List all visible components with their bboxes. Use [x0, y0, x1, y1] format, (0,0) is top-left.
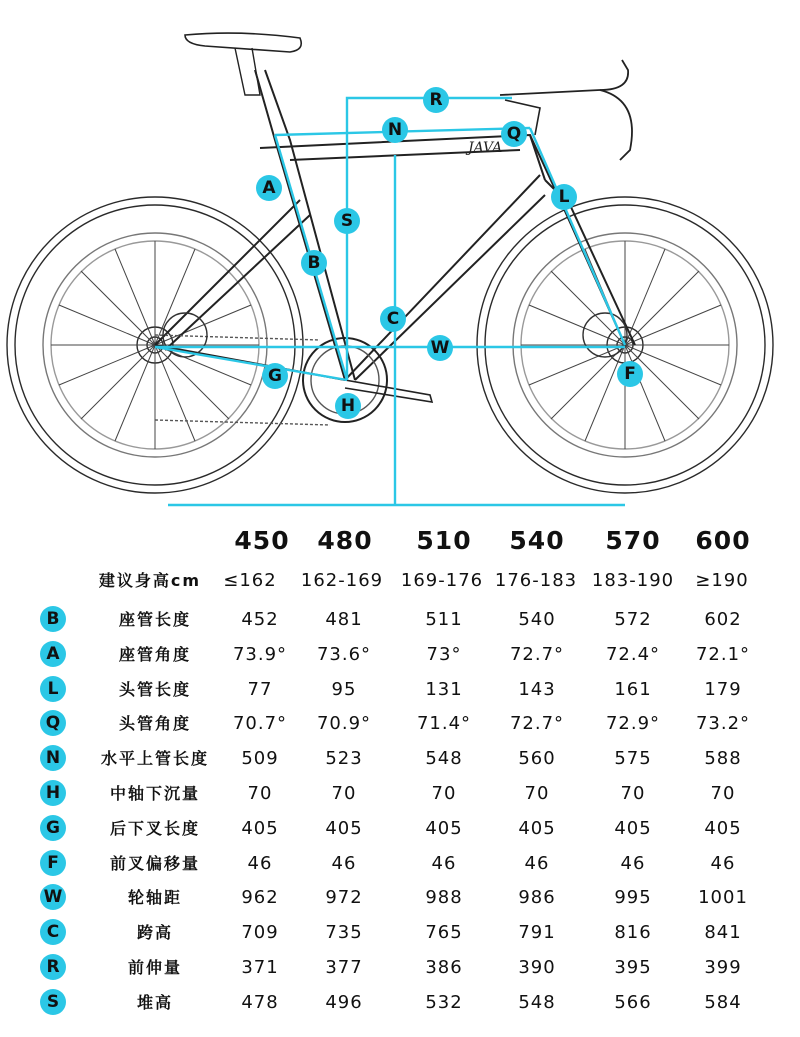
table-cell: 46 [620, 852, 646, 874]
table-cell: 478 [241, 991, 279, 1013]
table-row [0, 988, 800, 1018]
table-cell: 70 [331, 783, 357, 804]
row-key-badge: Q [40, 710, 66, 736]
height-label: 建议身高cm [98, 571, 202, 590]
row-label: 后下叉长度 [109, 818, 200, 838]
table-cell: 735 [325, 922, 363, 944]
table-cell: 72.1° [695, 643, 751, 665]
height-cell: 176-183 [494, 570, 578, 591]
row-label: 前叉偏移量 [109, 853, 200, 873]
marker-Q: Q [501, 121, 527, 147]
table-cell: 972 [325, 887, 363, 909]
table-cell: 73° [426, 643, 462, 665]
table-cell: 46 [331, 852, 357, 874]
marker-L: L [551, 184, 577, 210]
table-cell: 395 [614, 957, 652, 978]
table-cell: 540 [518, 609, 556, 630]
table-cell: 481 [325, 609, 363, 630]
table-row [0, 779, 800, 809]
table-row [0, 640, 800, 670]
table-cell: 452 [241, 609, 279, 630]
table-cell: 95 [331, 678, 357, 700]
table-cell: 70 [524, 783, 550, 804]
row-label: 堆高 [136, 992, 173, 1012]
marker-H: H [335, 393, 361, 419]
table-cell: 560 [518, 748, 556, 770]
marker-G: G [262, 363, 288, 389]
size-header: 600 [695, 526, 751, 555]
height-cell: ≥190 [695, 570, 749, 591]
table-cell: 399 [704, 957, 742, 978]
table-cell: 46 [431, 852, 457, 874]
table-cell: 765 [425, 922, 463, 944]
row-key-badge: S [40, 989, 66, 1015]
table-cell: 509 [241, 748, 279, 770]
marker-A: A [256, 175, 282, 201]
marker-B: B [301, 250, 327, 276]
table-row [0, 605, 800, 635]
row-label: 前伸量 [127, 958, 182, 977]
brand-logo: JAVA [468, 140, 503, 156]
table-row [0, 849, 800, 879]
table-cell: 70 [247, 783, 273, 804]
table-cell: 841 [704, 922, 742, 944]
table-row [0, 675, 800, 705]
table-cell: 72.7° [509, 643, 565, 665]
table-cell: 131 [425, 678, 463, 700]
row-label: 跨高 [136, 923, 173, 943]
table-cell: 532 [425, 991, 463, 1013]
table-cell: 72.4° [605, 643, 661, 665]
size-header: 510 [416, 526, 472, 555]
table-cell: 70 [710, 783, 736, 804]
marker-W: W [427, 335, 453, 361]
table-cell: 70 [620, 783, 646, 804]
table-cell: 73.9° [232, 643, 288, 665]
table-cell: 602 [704, 609, 742, 630]
table-cell: 179 [704, 678, 742, 700]
row-label: 头管角度 [118, 714, 191, 734]
row-label: 水平上管长度 [100, 749, 209, 769]
table-cell: 566 [614, 991, 652, 1013]
table-cell: 390 [518, 957, 556, 978]
table-cell: 575 [614, 748, 652, 770]
table-cell: 46 [524, 852, 550, 874]
table-cell: 572 [614, 609, 652, 630]
row-label: 头管长度 [118, 679, 191, 699]
row-label: 座管角度 [118, 644, 191, 664]
table-cell: 405 [241, 817, 279, 839]
table-cell: 71.4° [416, 713, 472, 735]
row-key-badge: W [40, 884, 66, 910]
table-cell: 962 [241, 887, 279, 909]
table-cell: 816 [614, 922, 652, 944]
marker-C: C [380, 306, 406, 332]
table-row [0, 883, 800, 913]
table-cell: 523 [325, 748, 363, 770]
table-cell: 72.7° [509, 713, 565, 735]
table-cell: 709 [241, 922, 279, 944]
table-cell: 70 [431, 783, 457, 804]
table-row [0, 953, 800, 983]
table-cell: 405 [425, 817, 463, 839]
table-cell: 72.9° [605, 713, 661, 735]
table-cell: 70.7° [232, 713, 288, 735]
height-cell: 183-190 [591, 570, 675, 591]
table-cell: 371 [241, 957, 279, 978]
size-header: 450 [234, 526, 290, 555]
size-header: 540 [509, 526, 565, 555]
row-key-badge: L [40, 676, 66, 702]
marker-S: S [334, 208, 360, 234]
row-key-badge: N [40, 745, 66, 771]
table-cell: 70.9° [316, 713, 372, 735]
table-cell: 988 [425, 887, 463, 909]
row-key-badge: G [40, 815, 66, 841]
row-key-badge: F [40, 850, 66, 876]
table-cell: 548 [425, 748, 463, 770]
table-cell: 584 [704, 991, 742, 1013]
table-cell: 986 [518, 887, 556, 909]
table-cell: 386 [425, 957, 463, 978]
table-cell: 46 [710, 852, 736, 874]
table-cell: 511 [425, 609, 463, 630]
table-cell: 77 [247, 678, 273, 700]
height-row [0, 566, 800, 596]
table-row [0, 709, 800, 739]
table-cell: 588 [704, 748, 742, 770]
marker-F: F [617, 361, 643, 387]
table-cell: 995 [614, 887, 652, 909]
table-cell: 1001 [698, 887, 748, 909]
table-cell: 161 [614, 678, 652, 700]
height-cell: 162-169 [300, 570, 384, 591]
table-cell: 73.6° [316, 643, 372, 665]
row-key-badge: H [40, 780, 66, 806]
row-key-badge: A [40, 641, 66, 667]
height-cell: 169-176 [400, 570, 484, 591]
table-cell: 548 [518, 991, 556, 1013]
table-cell: 405 [325, 817, 363, 839]
table-cell: 405 [614, 817, 652, 839]
row-label: 轮轴距 [127, 888, 182, 908]
height-cell: ≤162 [223, 570, 277, 591]
row-key-badge: R [40, 954, 66, 980]
marker-R: R [423, 87, 449, 113]
table-cell: 143 [518, 678, 556, 700]
row-key-badge: B [40, 606, 66, 632]
row-label: 座管长度 [118, 610, 191, 629]
table-cell: 405 [518, 817, 556, 839]
marker-N: N [382, 117, 408, 143]
table-cell: 377 [325, 957, 363, 978]
table-row [0, 918, 800, 948]
table-cell: 791 [518, 922, 556, 944]
table-row [0, 814, 800, 844]
size-header: 570 [605, 526, 661, 555]
table-cell: 405 [704, 817, 742, 839]
size-header: 480 [317, 526, 373, 555]
row-label: 中轴下沉量 [109, 784, 200, 803]
table-row [0, 744, 800, 774]
table-cell: 496 [325, 991, 363, 1013]
table-cell: 73.2° [695, 713, 751, 735]
row-key-badge: C [40, 919, 66, 945]
table-cell: 46 [247, 852, 273, 874]
